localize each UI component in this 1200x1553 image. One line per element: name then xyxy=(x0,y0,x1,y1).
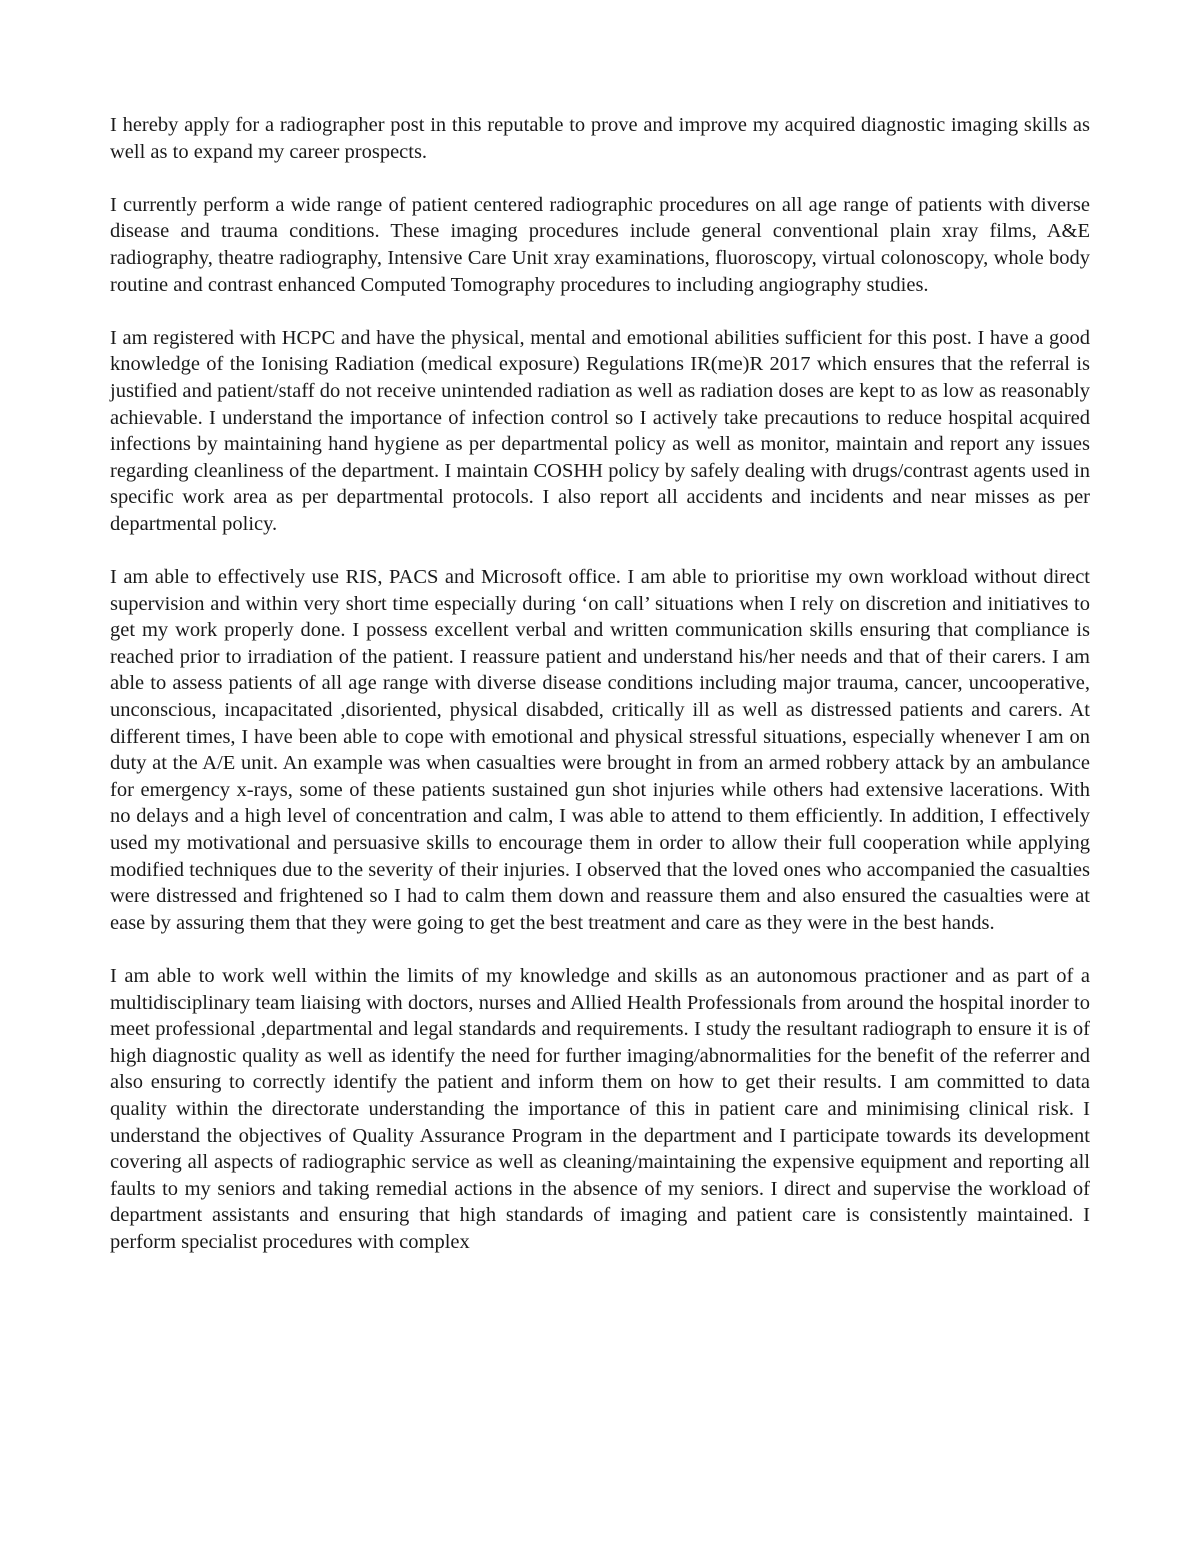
paragraph-application-intro: I hereby apply for a radiographer post in this reputable to prove and improve my acquired diagnostic imaging skills as well as to expand my career prospects. xyxy=(110,114,1090,163)
paragraph-skills: I am able to effectively use RIS, PACS and Microsoft office. I am able to prioritise my own workload without direct supervision and within very short time especially during ‘on call’ situations when I rely on discretion and initiatives to get my work properly done. I possess excellent verbal and written communication skills ensuring that compliance is reached prior to irradiation of the patient. I reassure patient and understand his/her needs and that of their carers. I am able to assess patients of all age range with diverse disease conditions including major trauma, cancer, uncooperative, unconscious, incapacitated ,disoriented, physical disabded, critically ill as well as distressed patients and carers. At different times, I have been able to cope with emotional and physical stressful situations, especially whenever I am on duty at the A/E unit. An example was when casualties were brought in from an armed robbery attack by an ambulance for emergency x-rays, some of these patients sustained gun shot injuries while others had extensive lacerations. With no delays and a high level of concentration and calm, I was able to attend to them efficiently. In addition, I effectively used my motivational and persuasive skills to encourage them in order to allow their full cooperation while applying modified techniques due to the severity of their injuries. I observed that the loved ones who accompanied the casualties were distressed and frightened so I had to calm them down and reassure them and also ensured the casualties were at ease by assuring them that they were going to get the best treatment and care as they were in the best hands. xyxy=(110,566,1090,934)
paragraph-teamwork: I am able to work well within the limits of my knowledge and skills as an autonomous practioner and as part of a multidisciplinary team liaising with doctors, nurses and Allied Health Professionals from around the hospital inorder to meet professional ,departmental and legal standards and requirements. I study the resultant radiograph to ensure it is of high diagnostic quality as well as identify the need for further imaging/abnormalities for the benefit of the referrer and also ensuring to correctly identify the patient and inform them on how to get their results. I am committed to data quality within the directorate understanding the importance of this in patient care and minimising clinical risk. I understand the objectives of Quality Assurance Program in the department and I participate towards its development covering all aspects of radiographic service as well as cleaning/maintaining the expensive equipment and reporting all faults to my seniors and taking remedial actions in the absence of my seniors. I direct and supervise the workload of department assistants and ensuring that high standards of imaging and patient care is consistently maintained. I perform specialist procedures with complex xyxy=(110,965,1090,1253)
paragraph-registration: I am registered with HCPC and have the physical, mental and emotional abilities sufficient for this post. I have a good knowledge of the Ionising Radiation (medical exposure) Regulations IR(me)R 2017 which ensures that the referral is justified and patient/staff do not receive unintended radiation as well as radiation doses are kept to as low as reasonably achievable. I understand the importance of infection control so I actively take precautions to reduce hospital acquired infections by maintaining hand hygiene as per departmental policy as well as monitor, maintain and report any issues regarding cleanliness of the department. I maintain COSHH policy by safely dealing with drugs/contrast agents used in specific work area as per departmental protocols. I also report all accidents and incidents and near misses as per departmental policy. xyxy=(110,326,1090,535)
paragraph-procedures: I currently perform a wide range of patient centered radiographic procedures on all age range of patients with diverse disease and trauma conditions. These imaging procedures include general conventional plain xray films, A&E radiography, theatre radiography, Intensive Care Unit xray examinations, fluoroscopy, virtual colonoscopy, whole body routine and contrast enhanced Computed Tomography procedures to including angiography studies. xyxy=(110,193,1090,296)
document-body xyxy=(110,112,1090,1282)
